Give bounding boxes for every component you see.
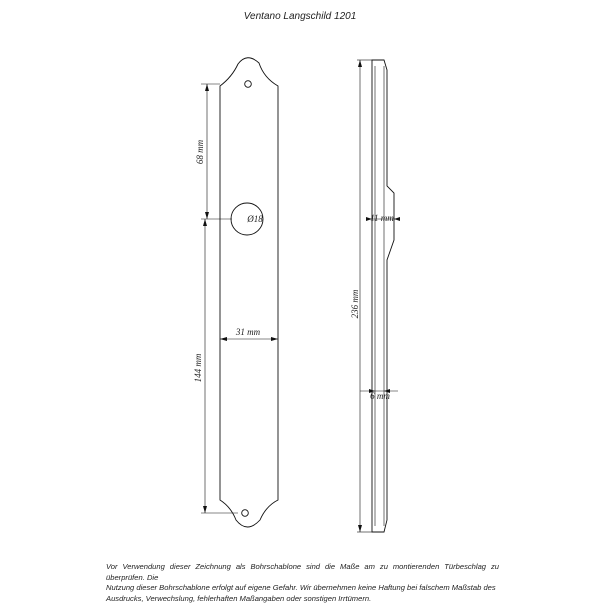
disclaimer-line-2: Nutzung dieser Bohrschablone erfolgt auf eigene Gefahr. Wir übernehmen keine Haftung bei falschem Maßstab des — [106, 583, 496, 593]
screw-hole-bottom — [242, 510, 249, 517]
dimension-label-236mm: 236 mm — [350, 289, 360, 319]
dimension-label-hole-diameter: Ø18 — [247, 214, 263, 224]
disclaimer-text — [106, 562, 499, 604]
plate-outline — [220, 58, 278, 527]
dimension-label-6mm: 6 mm — [370, 391, 390, 401]
drawing-title: Ventano Langschild 1201 — [243, 11, 357, 22]
dimension-label-31mm: 31 mm — [235, 327, 261, 337]
plate-front-view — [220, 58, 278, 527]
disclaimer-line-3: Ausdrucks, Verwechslung, fehlerhaften Maßangaben oder sonstigen Irrtümern. — [106, 593, 372, 603]
plate-side-view — [372, 60, 394, 532]
width-dimension — [220, 337, 278, 341]
dimension-label-68mm: 68 mm — [195, 139, 205, 165]
disclaimer-line-1: Vor Verwendung dieser Zeichnung als Bohrschablone sind die Maße am zu montierenden Türbeschlag zu überprüfen. Die — [106, 562, 499, 582]
dimension-label-11mm: 11 mm — [370, 213, 394, 223]
dimension-label-144mm: 144 mm — [193, 353, 203, 383]
front-vertical-dimensions — [201, 84, 238, 513]
screw-hole-top — [245, 81, 252, 88]
